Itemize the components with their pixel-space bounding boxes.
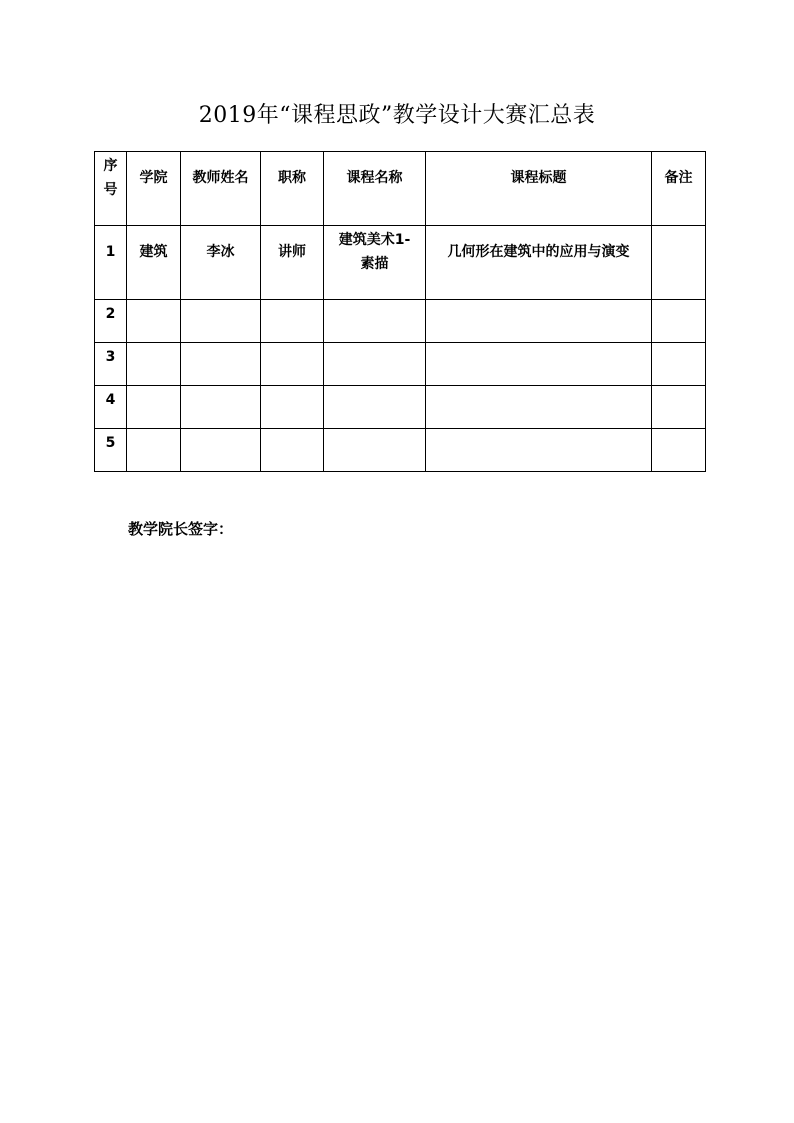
table-cell-title-rank	[261, 429, 324, 472]
table-cell-teacher-name: 李冰	[181, 226, 261, 300]
table-cell-seq: 3	[95, 343, 127, 386]
table-row	[95, 300, 706, 343]
table-row	[95, 343, 706, 386]
header-cell-seq: 序号	[95, 152, 127, 226]
table-cell-course-topic: 几何形在建筑中的应用与演变	[426, 226, 652, 300]
table-cell-course-name	[324, 429, 426, 472]
table-cell-course-name	[324, 300, 426, 343]
table-row	[95, 386, 706, 429]
table-cell-college	[127, 386, 181, 429]
table-cell-seq: 5	[95, 429, 127, 472]
table-row	[95, 226, 706, 300]
table-cell-teacher-name	[181, 343, 261, 386]
summary-table	[94, 151, 706, 472]
table-cell-remarks	[652, 429, 706, 472]
table-cell-course-topic	[426, 343, 652, 386]
table-cell-seq: 4	[95, 386, 127, 429]
table-cell-course-name	[324, 386, 426, 429]
table-cell-remarks	[652, 226, 706, 300]
table-cell-course-topic	[426, 386, 652, 429]
header-cell-title-rank: 职称	[261, 152, 324, 226]
table-cell-teacher-name	[181, 300, 261, 343]
table-cell-college	[127, 343, 181, 386]
table-cell-seq: 1	[95, 226, 127, 300]
table-cell-college	[127, 429, 181, 472]
table-cell-college: 建筑	[127, 226, 181, 300]
document-title: 2019年“课程思政”教学设计大赛汇总表	[198, 103, 596, 128]
table-cell-remarks	[652, 300, 706, 343]
table-cell-title-rank	[261, 386, 324, 429]
header-cell-teacher-name: 教师姓名	[181, 152, 261, 226]
table-cell-teacher-name	[181, 386, 261, 429]
table-cell-title-rank: 讲师	[261, 226, 324, 300]
table-cell-title-rank	[261, 343, 324, 386]
table-row	[95, 429, 706, 472]
table-cell-seq: 2	[95, 300, 127, 343]
header-cell-college: 学院	[127, 152, 181, 226]
table-header-row	[95, 152, 706, 226]
header-cell-course-topic: 课程标题	[426, 152, 652, 226]
table-cell-college	[127, 300, 181, 343]
table-cell-remarks	[652, 386, 706, 429]
table-cell-teacher-name	[181, 429, 261, 472]
table-cell-title-rank	[261, 300, 324, 343]
table-cell-course-name	[324, 343, 426, 386]
table-cell-remarks	[652, 343, 706, 386]
table-cell-course-topic	[426, 429, 652, 472]
table-cell-course-name: 建筑美术1-素描	[324, 226, 426, 300]
dean-signature-label: 教学院长签字：	[128, 520, 234, 538]
table-cell-course-topic	[426, 300, 652, 343]
header-cell-remarks: 备注	[652, 152, 706, 226]
header-cell-course-name: 课程名称	[324, 152, 426, 226]
